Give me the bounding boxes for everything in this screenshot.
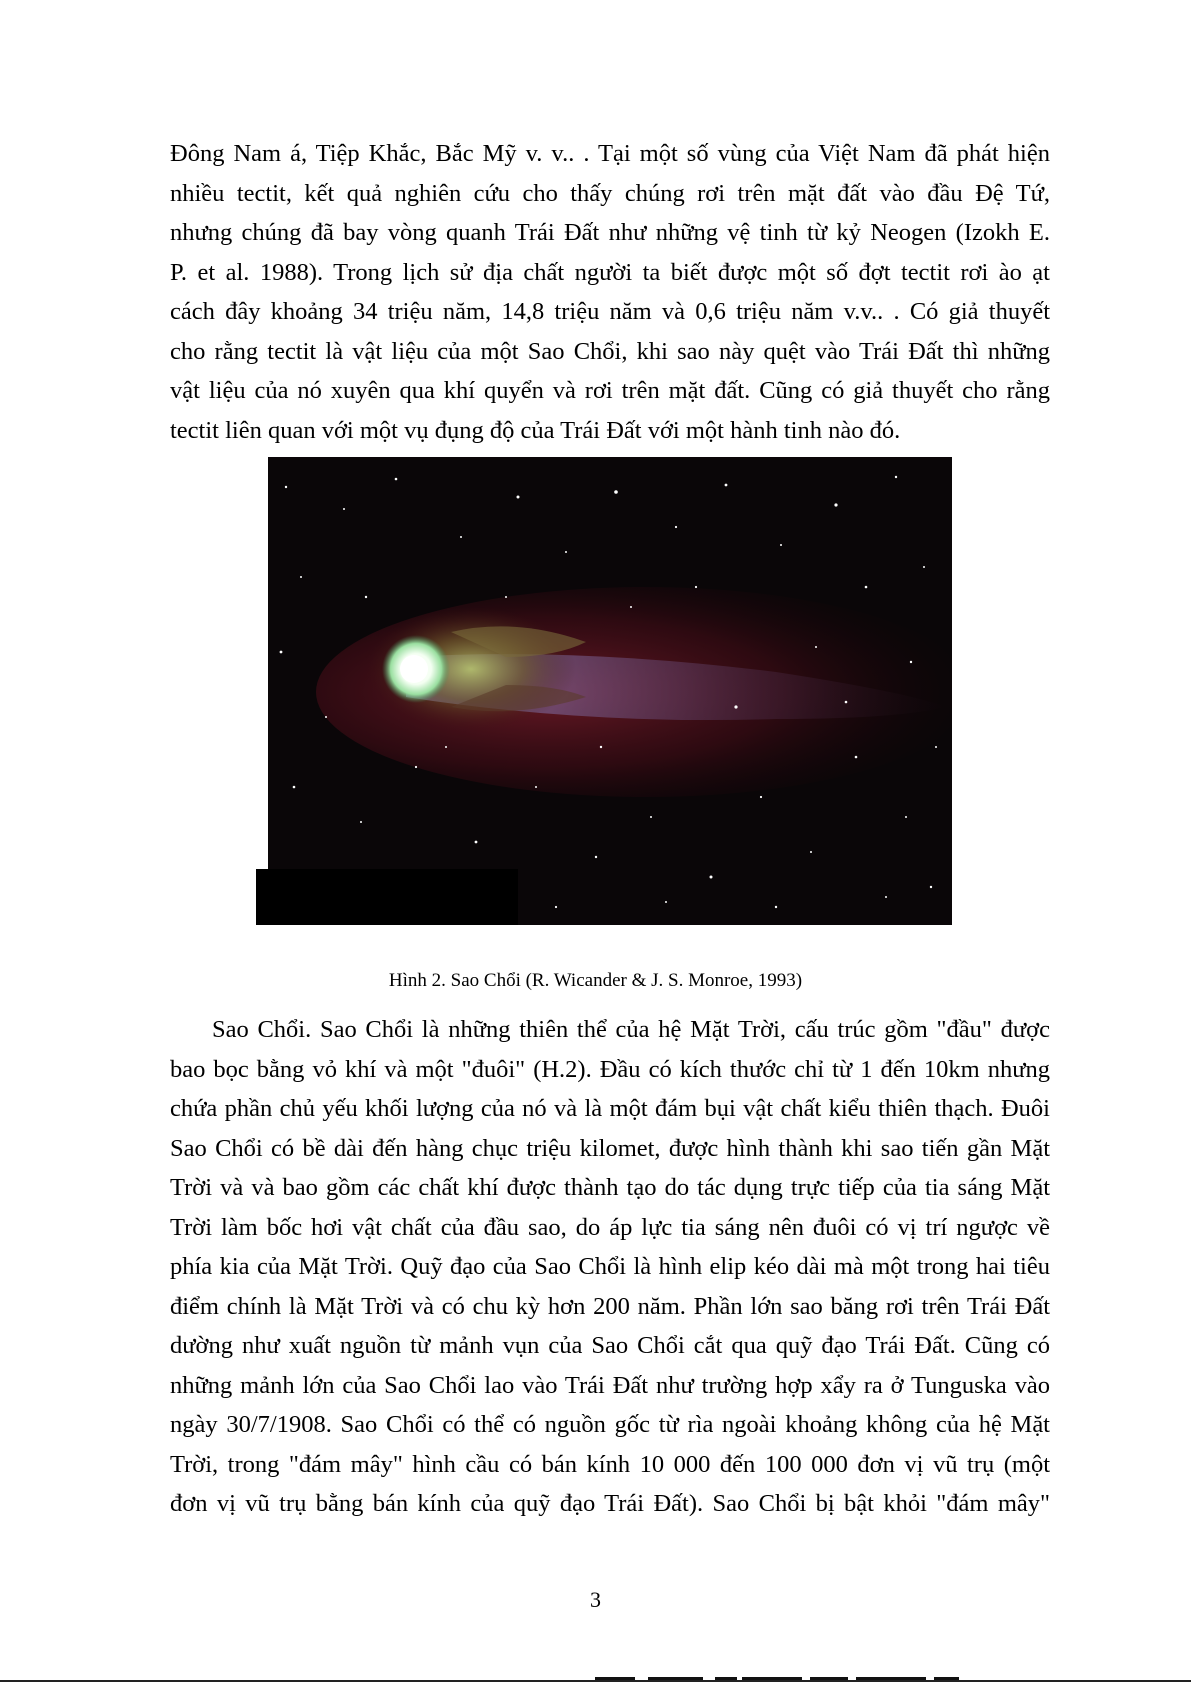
text-line: vật liệu của nó xuyên qua khí quyển và rơi trên mặt đất. Cũng có giả thuyết cho rằng — [170, 377, 1050, 404]
page-number: 3 — [590, 1587, 601, 1612]
text-line: Sao Chổi. Sao Chổi là những thiên thể của hệ Mặt Trời, cấu trúc gồm "đầu" được — [212, 1016, 1050, 1043]
text-line: bao bọc bằng vỏ khí và một "đuôi" (H.2). Đầu có kích thước chỉ từ 1 đến 10km nhưng — [170, 1055, 1050, 1083]
text-line: Sao Chổi có bề dài đến hàng chục triệu kilomet, được hình thành khi sao tiến gần Mặt — [170, 1134, 1050, 1162]
text-line: chứa phần chủ yếu khối lượng của nó và là một đám bụi vật chất kiểu thiên thạch. Đuôi — [170, 1095, 1050, 1122]
comet-image — [256, 457, 952, 925]
text-line: phía kia của Mặt Trời. Quỹ đạo của Sao Chổi là hình elip kéo dài mà một trong hai tiêu — [170, 1253, 1050, 1280]
text-line: Trời và và bao gồm các chất khí được thành tạo do tác dụng trực tiếp của tia sáng Mặt — [170, 1174, 1050, 1201]
text-line: Trời, trong "đám mây" hình cầu có bán kính 10 000 đến 100 000 đơn vị vũ trụ (một — [170, 1450, 1050, 1478]
text-line: tectit liên quan với một vụ đụng độ của Trái Đất với một hành tinh nào đó. — [170, 416, 901, 444]
text-line: P. et al. 1988). Trong lịch sử địa chất người ta biết được một số đợt tectit rơi ào ạt — [170, 258, 1050, 286]
paragraph-tectite — [170, 134, 1050, 450]
text-line: Trời làm bốc hơi vật chất của đầu sao, do áp lực tia sáng nên đuôi có vị trí ngược về — [170, 1213, 1050, 1241]
text-line: ngày 30/7/1908. Sao Chổi có thể có nguồn gốc từ rìa ngoài khoảng không của hệ Mặt — [170, 1411, 1050, 1438]
figure-caption: Hình 2. Sao Chổi (R. Wicander & J. S. Monroe, 1993) — [388, 970, 803, 991]
text-line: đơn vị vũ trụ bằng bán kính của quỹ đạo Trái Đất). Sao Chổi bị bật khỏi "đám mây" — [170, 1490, 1050, 1517]
text-line: cách đây khoảng 34 triệu năm, 14,8 triệu năm và 0,6 triệu năm v.v.. . Có giả thuyết — [170, 298, 1050, 325]
text-line: nhưng chúng đã bay vòng quanh Trái Đất như những vệ tinh từ kỷ Neogen (Izokh E. — [170, 219, 1050, 246]
text-line: Đông Nam á, Tiệp Khắc, Bắc Mỹ v. v.. . Tại một số vùng của Việt Nam đã phát hiện — [170, 140, 1050, 167]
text-line: những mảnh lớn của Sao Chổi lao vào Trái Đất như trường hợp xẩy ra ở Tunguska vào — [170, 1371, 1050, 1399]
paragraph-comet — [170, 1010, 1050, 1524]
text-line: dường như xuất nguồn từ mảnh vụn của Sao Chổi cắt qua quỹ đạo Trái Đất. Cũng có — [170, 1332, 1050, 1359]
comet-photo — [256, 457, 952, 925]
text-line: điểm chính là Mặt Trời và có chu kỳ hơn 200 năm. Phần lớn sao băng rơi trên Trái Đất — [170, 1292, 1050, 1320]
text-line: nhiều tectit, kết quả nghiên cứu cho thấy chúng rơi trên mặt đất vào đầu Đệ Tứ, — [170, 179, 1050, 207]
footer-scan-rule — [0, 1676, 1191, 1685]
text-line: cho rằng tectit là vật liệu của một Sao Chổi, khi sao này quệt vào Trái Đất thì những — [170, 337, 1050, 365]
